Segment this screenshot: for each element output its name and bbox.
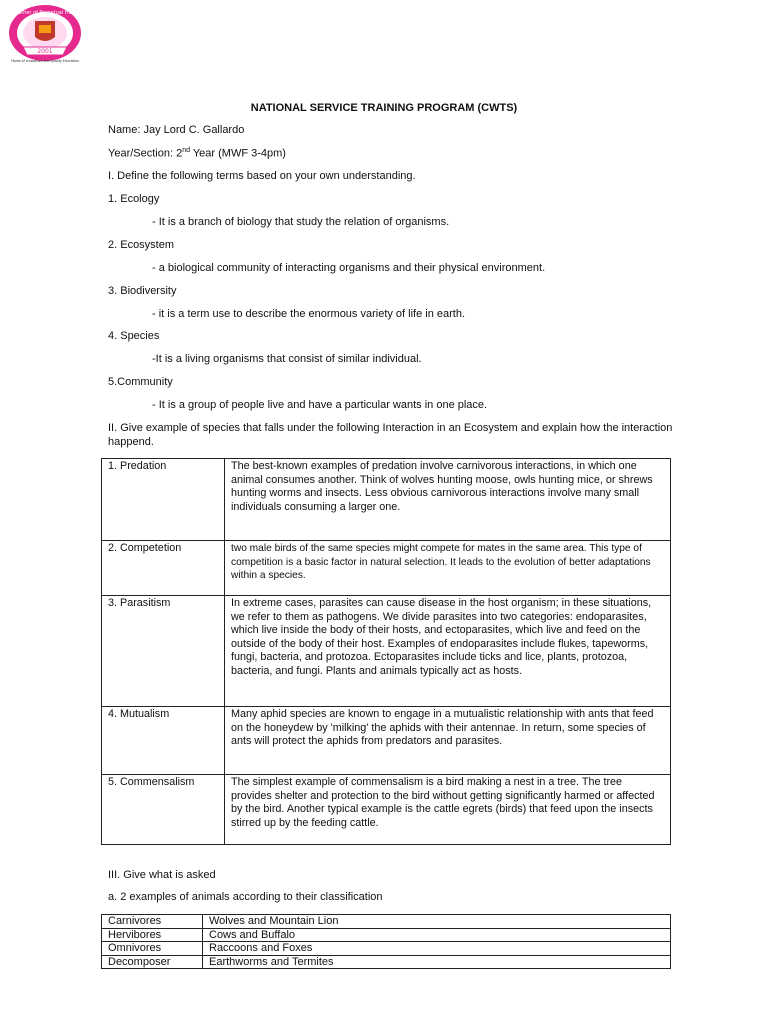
interaction-table xyxy=(101,458,671,845)
class-label: Carnivores xyxy=(102,915,203,929)
interaction-text: The best-known examples of predation involve carnivorous interactions, in which one animal consumes another. Think of wolves hunting moose, owls hunting mice, or shrews hunting worms and insects. Less obvious carnivorous interactions involve many small individuals consuming a larger one. xyxy=(225,459,671,541)
interaction-text: The simplest example of commensalism is a bird making a nest in a tree. The tree provides shelter and protection to the bird without getting significantly harmed or affected by the bird. Another typical example is the cattle egrets (birds) that feed upon the insects stirred up by the feeding cattle. xyxy=(225,775,671,845)
table-row xyxy=(102,707,671,775)
table-row xyxy=(102,928,671,942)
interaction-label: 1. Predation xyxy=(102,459,225,541)
table-row xyxy=(102,775,671,845)
interaction-label: 4. Mutualism xyxy=(102,707,225,775)
year-prefix: Year/Section: 2 xyxy=(108,147,183,160)
table-row xyxy=(102,596,671,707)
part2-heading: II. Give example of species that falls under the following Interaction in an Ecosystem and explain how the interaction happend. xyxy=(108,422,673,448)
table-row xyxy=(102,915,671,929)
def-biodiversity: - it is a term use to describe the enormous variety of life in earth. xyxy=(152,308,466,320)
interaction-text: In extreme cases, parasites can cause disease in the host organism; in these situations, we refer to them as pathogens. We divide parasites into two categories: endoparasites, which live inside the body of their hosts, and ectoparasites, which live and feed on the outside of the body of their host. Examples of endoparasites include flukes, tapeworms, fungi, bacteria, and protozoa. Ectoparasites include ticks and lice, plants, protozoa, bacteria, and fungi. Plants and animals typically act as hosts. xyxy=(225,596,671,707)
def-ecosystem: - a biological community of interacting organisms and their physical environment. xyxy=(152,262,546,274)
interaction-label: 2. Competetion xyxy=(102,541,225,596)
year-suffix: Year (MWF 3-4pm) xyxy=(190,147,286,160)
school-logo xyxy=(5,3,83,65)
interaction-label: 3. Parasitism xyxy=(102,596,225,707)
interaction-label: 5. Commensalism xyxy=(102,775,225,845)
table-row xyxy=(102,955,671,969)
class-label: Hervibores xyxy=(102,928,203,942)
part3-heading: III. Give what is asked xyxy=(108,869,216,881)
table-row xyxy=(102,942,671,956)
table-row xyxy=(102,541,671,596)
logo-year: 2001 xyxy=(37,48,53,55)
term-ecology: 1. Ecology xyxy=(108,193,160,205)
name-line: Name: Jay Lord C. Gallardo xyxy=(108,124,245,136)
class-value: Cows and Buffalo xyxy=(203,928,671,942)
class-value: Earthworms and Termites xyxy=(203,955,671,969)
def-species: -It is a living organisms that consist of similar individual. xyxy=(152,353,422,365)
term-species: 4. Species xyxy=(108,330,160,342)
class-label: Omnivores xyxy=(102,942,203,956)
year-section-line xyxy=(108,147,286,160)
interaction-text: Many aphid species are known to engage in a mutualistic relationship with ants that feed on the honeydew by 'milking' the aphids with their antennae. In return, some species of ants will protect the aphids from predators and parasites. xyxy=(225,707,671,775)
def-community: - It is a group of people live and have a particular wants in one place. xyxy=(152,399,488,411)
part3-subheading: a. 2 examples of animals according to their classification xyxy=(108,891,383,903)
class-value: Wolves and Mountain Lion xyxy=(203,915,671,929)
logo-name: Mother of Perpetual Help xyxy=(13,10,77,16)
classification-table xyxy=(101,914,671,969)
class-value: Raccoons and Foxes xyxy=(203,942,671,956)
logo-ribbon: Home of Innovative and Quality Education xyxy=(11,59,79,63)
interaction-text: two male birds of the same species might compete for mates in the same area. This type of competition is a basic factor in natural selection. It leads to the evolution of better adaptations within a species. xyxy=(225,541,671,596)
table-row xyxy=(102,459,671,541)
page-title: NATIONAL SERVICE TRAINING PROGRAM (CWTS) xyxy=(250,102,518,114)
year-sup: nd xyxy=(182,147,190,154)
part1-heading: I. Define the following terms based on your own understanding. xyxy=(108,170,416,182)
term-community: 5.Community xyxy=(108,376,173,388)
def-ecology: - It is a branch of biology that study the relation of organisms. xyxy=(152,216,450,228)
term-biodiversity: 3. Biodiversity xyxy=(108,285,177,297)
term-ecosystem: 2. Ecosystem xyxy=(108,239,175,251)
class-label: Decomposer xyxy=(102,955,203,969)
